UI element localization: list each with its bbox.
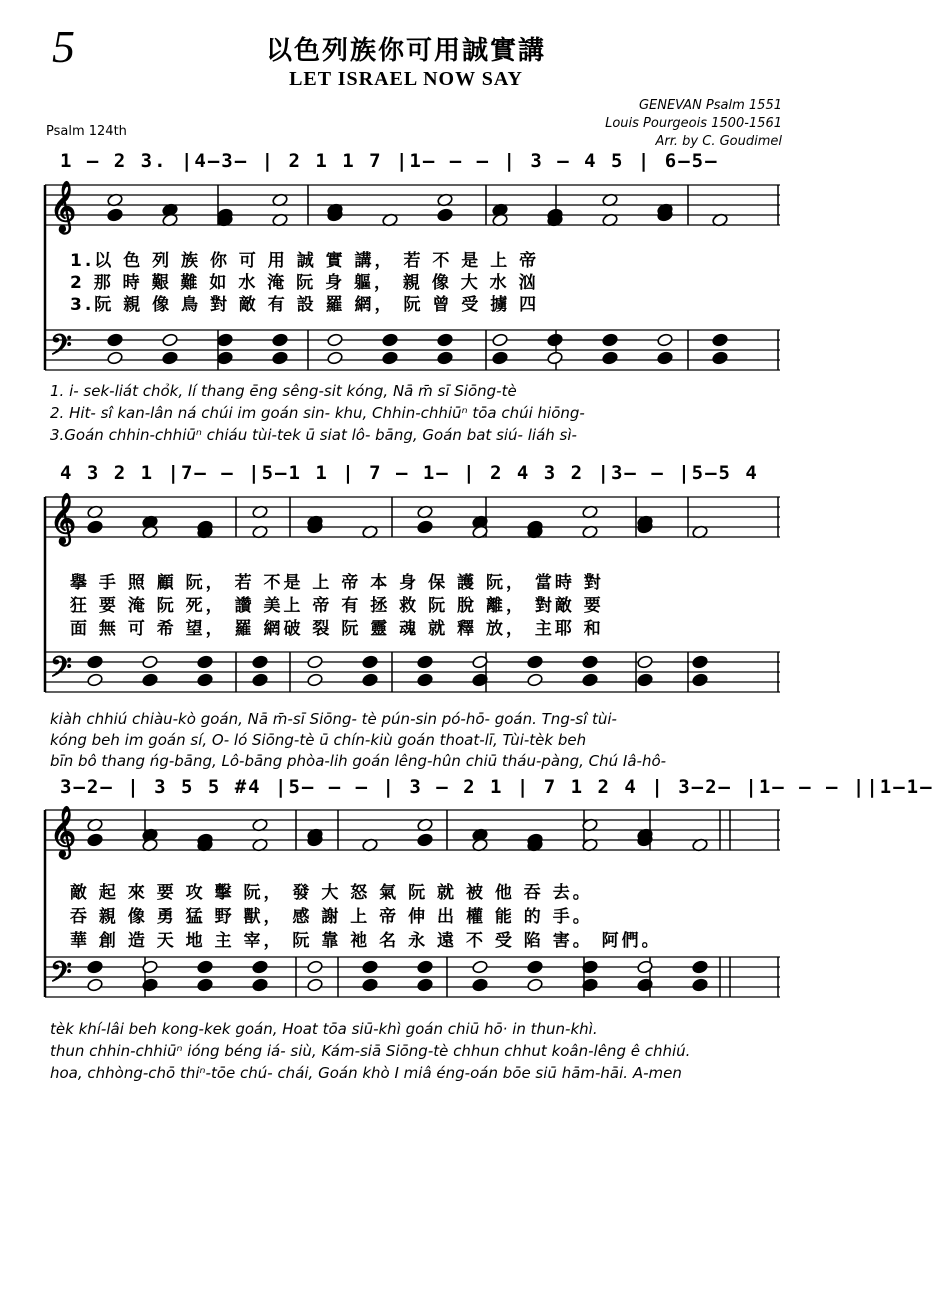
note-head [692,978,709,992]
lyric-poj-1-3: 3.Goán chhin-chhiūⁿ chiáu tùi-tek ū siat lô- bāng, Goán bat siú- liáh sì- [50,426,577,444]
note-head [437,333,454,347]
note-head [712,333,729,347]
note-head [87,833,104,847]
note-head [362,960,379,974]
note-head [252,655,269,669]
note-head [492,333,509,347]
jianpu-line-2: 4 3 2 1 |7— — |5—1 1 | 7 — 1— | 2 4 3 2 |3— — |5—5 4 [60,462,759,484]
note-head [417,655,434,669]
note-head [692,673,709,687]
note-head [437,208,454,222]
note-head [547,351,564,365]
note-head [657,351,674,365]
note-head [197,673,214,687]
lyric-poj-3-3: hoa, chhòng-chō thiⁿ-tōe chú- chái, Goán khò I miâ éng-oán bōe siū hām-hāi. A-men [50,1064,682,1082]
note-head [417,520,434,534]
treble-clef: 𝄞 [50,806,77,857]
note-head [307,655,324,669]
note-head [272,333,289,347]
note-head [252,978,269,992]
note-head [602,351,619,365]
note-head [87,655,104,669]
note-head [87,978,104,992]
note-head [527,978,544,992]
note-head [197,978,214,992]
treble-clef: 𝄞 [50,181,77,232]
note-head [217,351,234,365]
note-head [307,960,324,974]
lyric-zh-3-2: 吞 親 像 勇 猛 野 獸， 感 謝 上 帝 伸 出 權 能 的 手。 [70,907,593,927]
note-head [692,655,709,669]
lyric-poj-2-3: bīn bô thang ńg-bāng, Lô-bāng phòa-lih goán lêng-hûn chiū tháu-pàng, Chú Iâ-hô- [50,752,667,770]
note-head [87,673,104,687]
note-head [527,655,544,669]
note-head [582,655,599,669]
bass-clef: 𝄢 [50,956,72,996]
lyric-poj-3-1: tèk khí-lâi beh kong-kek goán, Hoat tōa siū-khì goán chiū hō· in thun-khì. [50,1020,598,1038]
note-head [87,960,104,974]
note-head [142,978,159,992]
note-head [197,655,214,669]
note-head [362,673,379,687]
lyric-zh-1-2: 2 那 時 艱 難 如 水 淹 阮 身 軀， 親 像 大 水 汹 [70,273,539,293]
note-head [307,978,324,992]
note-head [527,673,544,687]
bass-clef: 𝄢 [50,651,72,691]
note-head [272,351,289,365]
lyric-poj-2-2: kóng beh im goán sí, O- ló Siōng-tè ū chín-kiù goán thoat-lī, Tùi-tèk beh [50,731,587,749]
note-head [162,351,179,365]
note-head [637,655,654,669]
note-head [547,333,564,347]
note-head [472,960,489,974]
lyric-zh-2-3: 面 無 可 希 望， 羅 網破 裂 阮 靈 魂 就 釋 放， 主耶 和 [70,619,604,639]
note-head [382,351,399,365]
note-head [417,833,434,847]
title-english: LET ISRAEL NOW SAY [289,68,523,90]
note-head [637,978,654,992]
psalm-reference: Psalm 124th [46,124,127,139]
note-head [142,960,159,974]
note-head [637,960,654,974]
note-head [362,655,379,669]
hymn-number: 5 [52,21,75,72]
note-head [107,351,124,365]
treble-clef: 𝄞 [50,493,77,544]
note-head [527,960,544,974]
note-head [657,333,674,347]
note-head [712,351,729,365]
note-head [417,673,434,687]
jianpu-line-3: 3—2— | 3 5 5 #4 |5— — — | 3 — 2 1 | 7 1 2 4 | 3—2— |1— — — ||1—1— [60,776,934,798]
lyric-poj-1-1: 1. i- sek-liát chỏk, lí thang ēng sêng-sit kóng, Nā m̄ sī Siōng-tè [50,382,517,400]
jianpu-line-1: 1 — 2 3. |4—3— | 2 1 1 7 |1— — — | 3 — 4 5 | 6—5— [60,150,719,172]
note-head [197,960,214,974]
bass-clef: 𝄢 [50,329,72,369]
note-head [417,960,434,974]
note-head [692,960,709,974]
lyric-zh-1-1: 1.以 色 列 族 你 可 用 誠 實 講， 若 不 是 上 帝 [70,251,540,271]
note-head [307,673,324,687]
title-chinese: 以色列族你可用誠實講 [265,36,546,66]
note-head [327,333,344,347]
credit-tune: GENEVAN Psalm 1551 [638,98,782,113]
note-head [492,351,509,365]
note-head [107,333,124,347]
note-head [162,333,179,347]
note-head [252,673,269,687]
note-head [362,978,379,992]
lyric-poj-1-2: 2. Hit- sî kan-lân ná chúi im goán sin- khu, Chhin-chhiūⁿ tōa chúi hiōng- [50,404,585,422]
note-head [602,333,619,347]
note-head [217,333,234,347]
note-head [417,978,434,992]
note-head [582,673,599,687]
credit-arranger: Arr. by C. Goudimel [655,134,782,149]
lyric-zh-1-3: 3.阮 親 像 鳥 對 敵 有 設 羅 網， 阮 曾 受 擄 四 [70,295,540,315]
note-head [637,673,654,687]
note-head [87,520,104,534]
note-head [327,351,344,365]
credit-composer: Louis Pourgeois 1500-1561 [605,116,782,131]
note-head [382,333,399,347]
note-head [252,960,269,974]
note-head [142,673,159,687]
lyric-zh-3-3: 華 創 造 天 地 主 宰， 阮 靠 祂 名 永 遠 不 受 陷 害。 阿們。 [70,931,662,951]
note-head [107,208,124,222]
note-head [472,978,489,992]
lyric-poj-2-1: kiàh chhiú chiàu-kò goán, Nā m̄-sī Siōng- tè pún-sin pó-hō- goán. Tng-sî tùi- [50,710,617,728]
lyric-poj-3-2: thun chhin-chhiūⁿ ióng béng iá- siù, Kám-siā Siōng-tè chhun chhut koân-lêng ê chhiú. [50,1042,691,1060]
note-head [142,655,159,669]
lyric-zh-3-1: 敵 起 來 要 攻 擊 阮， 發 大 怒 氣 阮 就 被 他 吞 去。 [70,883,593,903]
lyric-zh-2-1: 擧 手 照 顧 阮， 若 不是 上 帝 本 身 保 護 阮， 當時 對 [70,573,604,593]
lyric-zh-2-2: 狂 要 淹 阮 死， 讚 美上 帝 有 拯 救 阮 脫 離， 對敵 要 [70,596,604,616]
note-head [437,351,454,365]
